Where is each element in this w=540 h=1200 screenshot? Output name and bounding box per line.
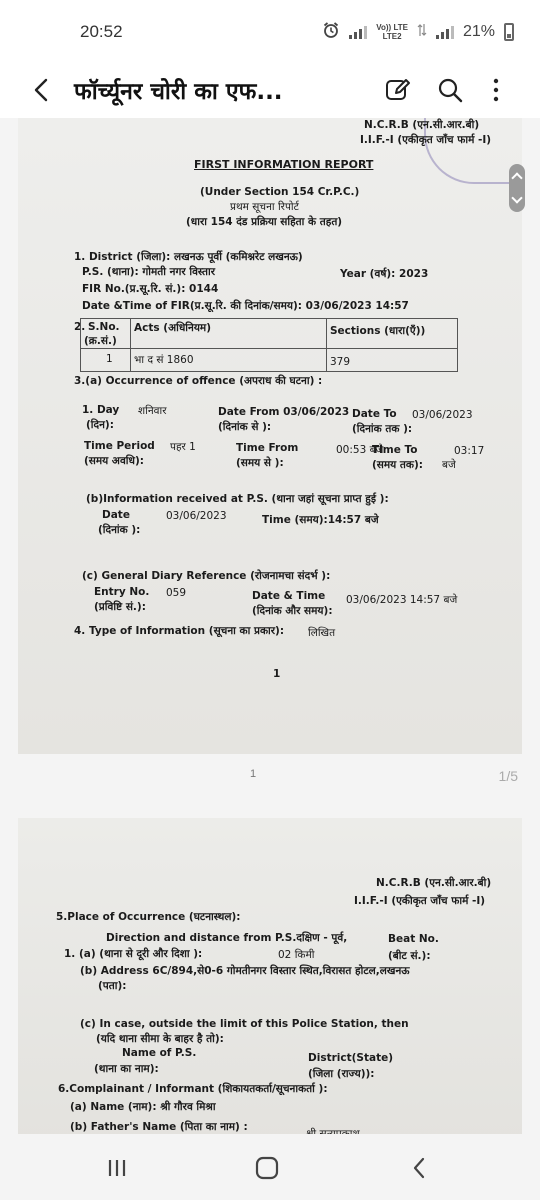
time-from-value: 00:53 बजे — [336, 444, 384, 456]
name-ps: Name of P.S. — [122, 1047, 197, 1059]
time-period-hindi: (समय अवधि): — [84, 455, 144, 467]
time-to-unit: बजे — [442, 459, 456, 471]
pdf-page-2 — [18, 818, 522, 1148]
distance-value: 02 किमी — [278, 949, 315, 961]
time-period-value: पहर 1 — [170, 441, 196, 453]
ps-line: P.S. (थाना): गोमती नगर विस्तार — [82, 266, 215, 278]
complainant-name: (a) Name (नाम): श्री गौरव मिश्रा — [70, 1101, 216, 1113]
name-ps-hindi: (थाना का नाम): — [94, 1063, 159, 1075]
navigation-bar — [0, 1134, 540, 1200]
address-line: (b) Address 6C/894,से0-6 गोमतीनगर विस्तार स्थित,विरासत होटल,लखनऊ — [80, 965, 410, 977]
day-label: 1. Day — [82, 404, 120, 416]
table-divider — [80, 348, 458, 349]
occurrence-heading: 3.(a) Occurrence of offence (अपराध की घटना) : — [74, 375, 323, 387]
date-time-value: 03/06/2023 14:57 बजे — [346, 594, 458, 606]
entry-no-value: 059 — [166, 587, 187, 599]
district-state: District(State) — [308, 1052, 394, 1064]
fir-sub3: (धारा 154 दंड प्रक्रिया सहिता के तहत) — [186, 216, 343, 228]
info-date-value: 03/06/2023 — [166, 510, 227, 522]
district-state-hindi: (जिला (राज्य)): — [308, 1068, 375, 1080]
more-vert-icon[interactable] — [480, 74, 512, 106]
search-icon[interactable] — [434, 74, 466, 106]
table-divider — [326, 318, 327, 372]
recents-icon[interactable] — [103, 1154, 131, 1182]
page-footer-number: 1 — [273, 668, 281, 680]
outside-hindi: (यदि थाना सीमा के बाहर है तो): — [96, 1033, 224, 1045]
alarm-icon — [322, 21, 340, 44]
pdf-viewer[interactable] — [0, 118, 540, 1134]
info-received: (b)Information received at P.S. (थाना जहां सूचना प्राप्त हुई ): — [86, 493, 389, 505]
battery-icon — [504, 23, 514, 41]
day-hindi: (दिन): — [86, 419, 114, 431]
app-bar — [0, 62, 540, 118]
date-to-value: 03/06/2023 — [412, 409, 473, 421]
fir-date-line: Date &Time of FIR(प्र.सू.रि. की दिनांक/समय): 03/06/2023 14:57 — [82, 300, 409, 312]
beat-hindi: (बीट सं.): — [388, 950, 431, 962]
type-of-info-value: लिखित — [308, 627, 336, 639]
th-sno: S.No. — [88, 321, 120, 333]
time-from: Time From — [236, 442, 299, 454]
th-acts: Acts (अधिनियम) — [134, 322, 211, 334]
fir-sub1: (Under Section 154 Cr.P.C.) — [200, 186, 360, 198]
ncrb-label-2: N.C.R.B (एन.सी.आर.बी) — [376, 877, 492, 889]
edit-icon[interactable] — [382, 74, 414, 106]
td-act: भा द सं 1860 — [134, 354, 194, 366]
network-label: Vo)) LTE LTE2 — [376, 23, 408, 41]
home-icon[interactable] — [253, 1154, 281, 1182]
fast-scroll-handle[interactable] — [509, 164, 525, 212]
back-arrow-icon[interactable] — [26, 74, 58, 106]
info-date-hindi: (दिनांक ): — [98, 524, 141, 536]
iif-label-2: I.I.F.-I (एकीकृत जाँच फार्म -I) — [354, 895, 486, 907]
signal-icon-2 — [436, 25, 454, 39]
district-line: 1. District (जिला): लखनऊ पूर्वी (कमिश्नरेट लखनऊ) — [74, 251, 303, 263]
battery-percent: 21% — [462, 23, 495, 40]
status-bar — [0, 0, 540, 62]
pdf-page-1 — [18, 118, 522, 754]
address-hindi: (पता): — [98, 980, 127, 992]
date-time-hindi: (दिनांक और समय): — [252, 605, 333, 617]
time-to-hindi: (समय तक): — [372, 459, 423, 471]
page-indicator: 1/5 — [498, 768, 518, 784]
date-to: Date To — [352, 408, 397, 420]
page-number-label: 1 — [250, 768, 257, 780]
gd-reference: (c) General Diary Reference (रोजनामचा संदर्भ ): — [82, 570, 331, 582]
day-value: शनिवार — [138, 405, 167, 417]
father-name: (b) Father's Name (पिता का नाम) : — [70, 1121, 248, 1133]
iif-label: I.I.F.-I (एकीकृत जाँच फार्म -I) — [360, 134, 492, 146]
fir-no-line: FIR No.(प्र.सू.रि. सं.): 0144 — [82, 283, 219, 295]
direction-line: Direction and distance from P.S.दक्षिण - पूर्व, — [106, 932, 348, 944]
ncrb-label: N.C.R.B (एन.सी.आर.बी) — [364, 119, 480, 131]
signal-icon-1 — [349, 25, 367, 39]
th-sections: Sections (धारा(एँ)) — [330, 325, 426, 337]
year-line: Year (वर्ष): 2023 — [340, 268, 429, 280]
entry-no-hindi: (प्रविष्टि सं.): — [94, 601, 146, 613]
fir-title: FIRST INFORMATION REPORT — [194, 158, 374, 171]
time-to-value: 03:17 — [454, 445, 485, 457]
place-heading: 5.Place of Occurrence (घटनास्थल): — [56, 911, 241, 923]
document-title: फॉर्च्यूनर चोरी का एफ... — [74, 79, 283, 105]
table-number: 2. — [74, 321, 86, 333]
date-from: Date From 03/06/2023 — [218, 406, 350, 418]
fir-sub2: प्रथम सूचना रिपोर्ट — [230, 201, 299, 213]
th-sno-hindi: (क्र.सं.) — [84, 335, 117, 347]
td-sno: 1 — [106, 353, 113, 365]
complainant-heading: 6.Complainant / Informant (शिकायतकर्ता/सूचनाकर्ता ): — [58, 1083, 328, 1095]
info-date: Date — [102, 509, 130, 521]
nav-back-icon[interactable] — [406, 1154, 434, 1182]
line-a: 1. (a) (थाना से दूरी और दिशा ): — [64, 948, 203, 960]
info-time: Time (समय):14:57 बजे — [262, 514, 379, 526]
status-icons — [322, 18, 514, 46]
type-of-info: 4. Type of Information (सूचना का प्रकार): — [74, 625, 285, 637]
data-arrows-icon — [417, 22, 427, 43]
date-from-hindi: (दिनांक से ): — [218, 421, 272, 433]
beat-no: Beat No. — [388, 933, 439, 945]
table-divider — [130, 318, 131, 372]
time-from-hindi: (समय से ): — [236, 457, 284, 469]
status-time: 20:52 — [80, 22, 123, 41]
time-period: Time Period — [84, 440, 155, 452]
entry-no: Entry No. — [94, 586, 150, 598]
date-to-hindi: (दिनांक तक ): — [352, 423, 413, 435]
date-time: Date & Time — [252, 590, 326, 602]
td-section: 379 — [330, 356, 351, 368]
outside-line: (c) In case, outside the limit of this Police Station, then — [80, 1018, 409, 1030]
time-to: Time To — [372, 444, 418, 456]
